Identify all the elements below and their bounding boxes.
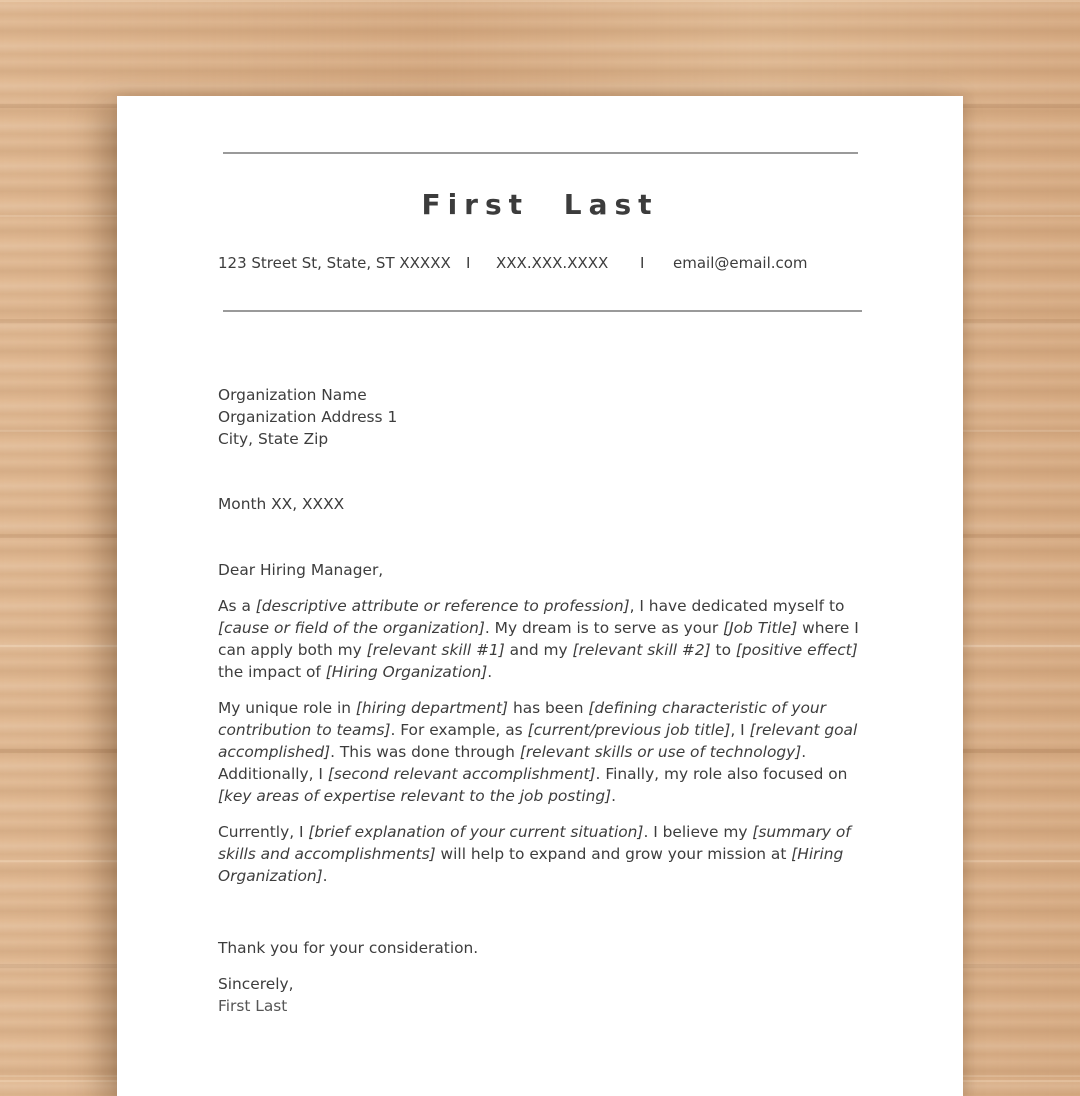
contact-separator: I: [640, 254, 645, 272]
paragraph-intro: As a [descriptive attribute or reference to profession], I have dedicated myself to [cause or field of the organization]. My dream is to serve as your [Job Title] where I can apply both my [relevant skill #1] and my [relevant skill #2] to [positive effect] the impact of [Hiring Organization].: [218, 597, 859, 681]
signature-name: First Last: [218, 997, 288, 1015]
thank-you-line: Thank you for your consideration.: [218, 939, 479, 957]
letter-page: [117, 96, 963, 1096]
sender-name: First Last: [421, 188, 659, 221]
recipient-address: Organization Address 1: [218, 408, 398, 426]
recipient-city: City, State Zip: [218, 430, 329, 448]
sender-email: email@email.com: [673, 254, 808, 272]
header-top-rule: [223, 152, 858, 154]
paragraph-current: Currently, I [brief explanation of your current situation]. I believe my [summary of skills and accomplishments] will help to expand and grow your mission at [Hiring Organization].: [218, 823, 851, 885]
recipient-block: [218, 384, 868, 450]
header-bottom-rule: [223, 310, 862, 312]
sender-address: 123 Street St, State, ST XXXXX: [218, 254, 451, 272]
recipient-name: Organization Name: [218, 386, 367, 404]
paragraph-role: My unique role in [hiring department] has been [defining characteristic of your contribution to teams]. For example, as [current/previous job title], I [relevant goal accomplished]. This was done through [relevant skills or use of technology]. Additionally, I [second relevant accomplishment]. Finally, my role also focused on [key areas of expertise relevant to the job posting].: [218, 699, 858, 805]
letter-body: [218, 384, 868, 1017]
sender-phone: XXX.XXX.XXXX: [496, 254, 609, 272]
salutation: Dear Hiring Manager,: [218, 561, 384, 579]
letter-date: Month XX, XXXX: [218, 495, 345, 513]
closing-sincerely: Sincerely,: [218, 975, 294, 993]
contact-separator: I: [466, 254, 471, 272]
